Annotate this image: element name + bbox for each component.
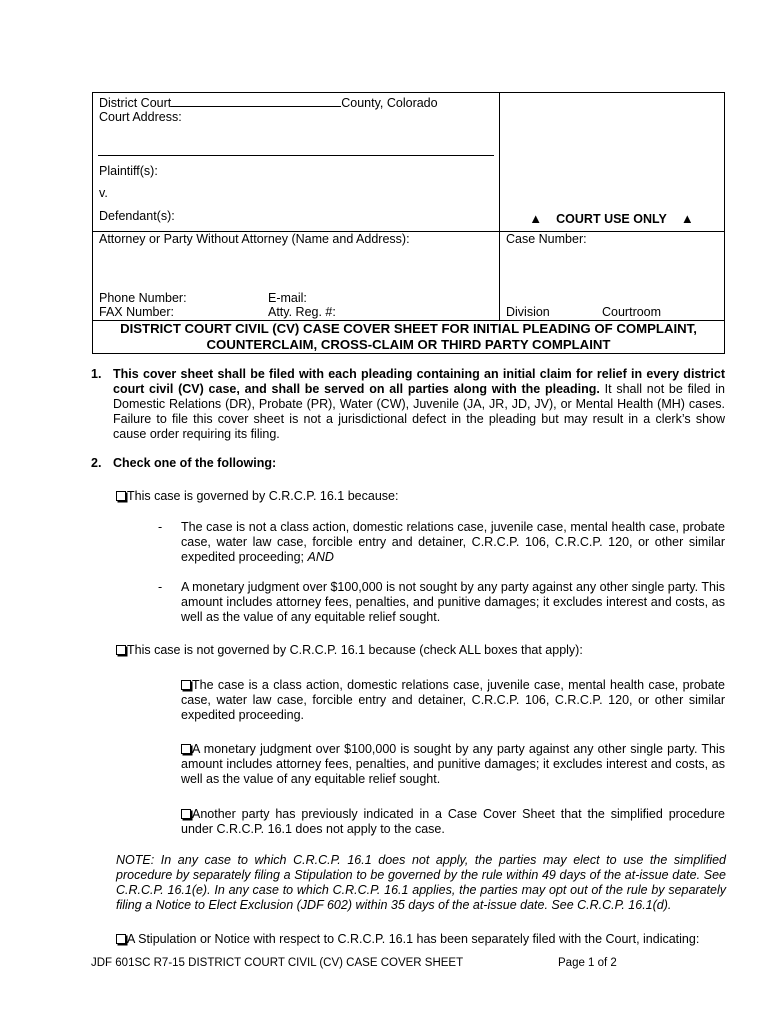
note-text: NOTE: In any case to which C.R.C.P. 16.1 does not apply, the parties may elect to use the simplified procedure by separately filing a Stipulation to be governed by the rule within 49 days of the at-issue date. See C.R.C.P. 16.1(e). In any case to which C.R.C.P. 16.1 applies, the parties may opt out of the rule by separately filing a Notice to Elect Exclusion (JDF 602) within 35 days of the at-issue date. See C.R.C.P. 16.1(d).	[116, 853, 726, 912]
option-not-governed-label: This case is not governed by C.R.C.P. 16.1 because (check ALL boxes that apply):	[127, 643, 583, 657]
district-court-line	[99, 95, 438, 111]
not-governed-reason1[interactable]	[181, 678, 725, 723]
division-label: Division	[506, 305, 550, 319]
not-governed-reason1-text: The case is a class action, domestic relations case, juvenile case, mental health case, probate case, water law case, forcible entry and detainer, C.R.C.P. 106, C.R.C.P. 120, or other similar expedited proceeding.	[181, 678, 725, 722]
not-governed-reason3[interactable]	[181, 807, 725, 837]
court-use-only	[499, 211, 724, 226]
court-address-label: Court Address:	[99, 110, 182, 124]
not-governed-checkbox[interactable]	[116, 645, 126, 655]
versus-label: v.	[99, 186, 108, 200]
stipulation-checkbox[interactable]	[116, 934, 126, 944]
case-number-label: Case Number:	[506, 232, 587, 246]
up-triangle-icon: ▲	[680, 211, 694, 226]
attorney-label: Attorney or Party Without Attorney (Name and Address):	[99, 232, 410, 246]
address-rule	[98, 155, 494, 156]
governed-reason1-text: The case is not a class action, domestic relations case, juvenile case, mental health case, probate case, water law case, forcible entry and detainer, C.R.C.P. 106, C.R.C.P. 120, or other similar expedited proceeding;	[181, 520, 725, 564]
county-blank[interactable]	[171, 95, 341, 107]
phone-label: Phone Number:	[99, 291, 187, 305]
page-footer	[91, 957, 725, 969]
footer-page-number: Page 1 of 2	[558, 957, 617, 969]
district-court-label: District Court	[99, 96, 172, 110]
county-label: County, Colorado	[341, 96, 438, 110]
caption-table	[92, 92, 725, 354]
dash-bullet: -	[158, 580, 163, 594]
section2-heading: Check one of the following:	[113, 456, 277, 470]
form-title-line1: DISTRICT COURT CIVIL (CV) CASE COVER SHEET FOR INITIAL PLEADING OF COMPLAINT,	[120, 321, 697, 336]
governed-reason1-and: AND	[307, 550, 334, 564]
reason1-checkbox[interactable]	[181, 680, 191, 690]
governed-checkbox[interactable]	[116, 491, 126, 501]
section1-text	[113, 367, 725, 442]
section1-body-text: It shall not be filed in Domestic Relations (DR), Probate (PR), Water (CW), Juvenile (JA, JR, JD, JV), or Mental Health (MH) cases. Failure to file this cover sheet is not a jurisdictional defect in the pleading but may result in a clerk’s show cause order requiring its filing.	[113, 382, 725, 441]
form-title	[93, 321, 724, 353]
up-triangle-icon: ▲	[529, 211, 543, 226]
caption-divider	[499, 93, 500, 321]
governed-reason1	[181, 520, 725, 565]
atty-reg-label: Atty. Reg. #:	[268, 305, 336, 319]
plaintiffs-label: Plaintiff(s):	[99, 164, 158, 178]
section2-number: 2.	[91, 456, 102, 470]
stipulation-option[interactable]	[116, 932, 726, 947]
reason2-checkbox[interactable]	[181, 744, 191, 754]
stipulation-option-label: A Stipulation or Notice with respect to C.R.C.P. 16.1 has been separately filed with the Court, indicating:	[127, 932, 700, 946]
not-governed-reason3-text: Another party has previously indicated in a Case Cover Sheet that the simplified procedure under C.R.C.P. 16.1 does not apply to the case.	[181, 807, 725, 836]
courtroom-label: Courtroom	[602, 305, 662, 319]
section1-bold-text: This cover sheet shall be filed with each pleading containing an initial claim for relief in every district court civil (CV) case, and shall be served on all parties along with the pleading.	[113, 367, 725, 396]
court-use-only-label: COURT USE ONLY	[556, 212, 667, 226]
fax-label: FAX Number:	[99, 305, 175, 319]
not-governed-reason2[interactable]	[181, 742, 725, 787]
section1-number: 1.	[91, 367, 102, 381]
defendants-label: Defendant(s):	[99, 209, 175, 223]
governed-reason2: A monetary judgment over $100,000 is not sought by any party against any other single party. This amount includes attorney fees, penalties, and punitive damages; it excludes interest and costs, as well as the value of any equitable relief sought.	[181, 580, 725, 624]
option-governed-label: This case is governed by C.R.C.P. 16.1 because:	[127, 489, 399, 503]
reason3-checkbox[interactable]	[181, 809, 191, 819]
option-governed[interactable]	[116, 489, 726, 504]
dash-bullet: -	[158, 520, 163, 534]
form-title-line2: COUNTERCLAIM, CROSS-CLAIM OR THIRD PARTY COMPLAINT	[206, 337, 611, 352]
email-label: E-mail:	[268, 291, 307, 305]
option-not-governed[interactable]	[116, 643, 726, 658]
footer-form-id: JDF 601SC R7-15 DISTRICT COURT CIVIL (CV) CASE COVER SHEET	[91, 957, 464, 969]
not-governed-reason2-text: A monetary judgment over $100,000 is sought by any party against any other single party. This amount includes attorney fees, penalties, and punitive damages; it excludes interest and costs, as well as the value of any equitable relief sought.	[181, 742, 725, 786]
